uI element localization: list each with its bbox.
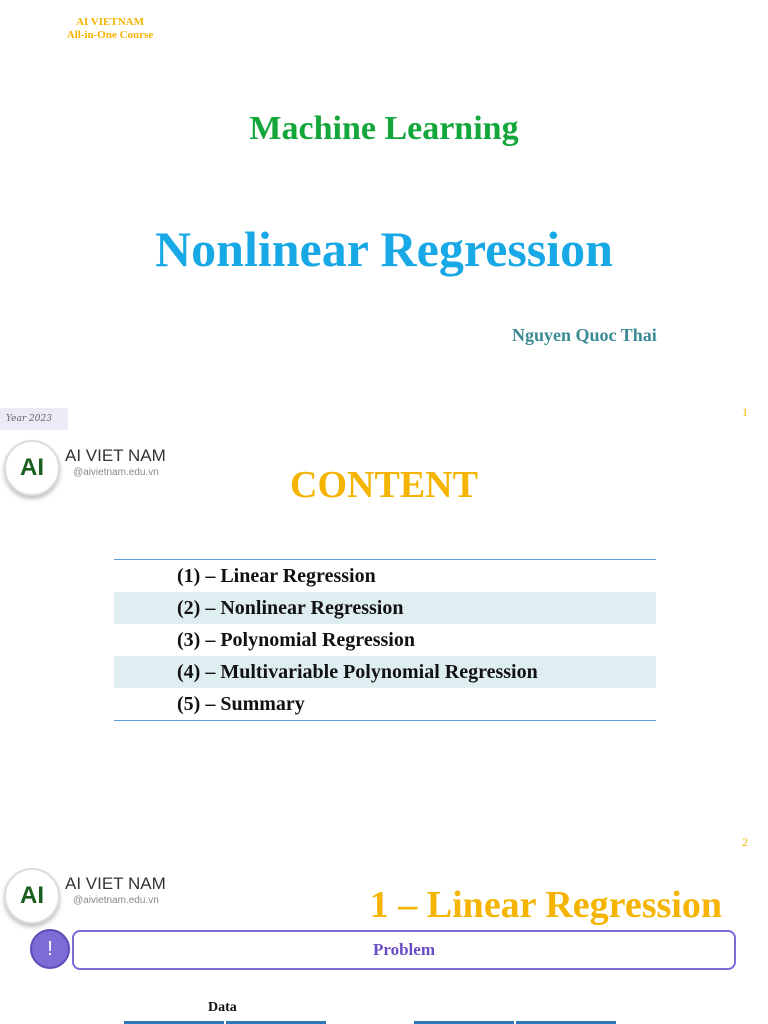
slide-linear-regression bbox=[0, 835, 768, 1024]
course-name: Machine Learning bbox=[249, 110, 519, 147]
toc-item: (1) – Linear Regression bbox=[177, 565, 376, 587]
brand-label bbox=[40, 16, 180, 42]
toc-item: (4) – Multivariable Polynomial Regression bbox=[114, 656, 656, 688]
toc-table bbox=[114, 559, 656, 721]
lecture-title: Nonlinear Regression bbox=[155, 221, 613, 277]
alert-icon: ! bbox=[30, 929, 70, 969]
logo bbox=[4, 868, 184, 928]
data-label: Data bbox=[208, 1000, 237, 1015]
slide-content bbox=[0, 405, 768, 835]
toc-item: (2) – Nonlinear Regression bbox=[114, 592, 656, 624]
page-number: 1 bbox=[742, 405, 748, 419]
brand-line-1: AI VIETNAM bbox=[76, 16, 144, 28]
brand-line-2: All-in-One Course bbox=[66, 29, 154, 41]
content-heading: CONTENT bbox=[290, 464, 478, 506]
author-name: Nguyen Quoc Thai bbox=[512, 325, 657, 345]
logo-icon: AI bbox=[4, 440, 60, 496]
toc-item: (5) – Summary bbox=[177, 693, 305, 715]
logo-site: @aivietnam.edu.vn bbox=[73, 895, 159, 906]
logo-icon: AI bbox=[4, 868, 60, 924]
toc-item: (3) – Polynomial Regression bbox=[177, 629, 415, 651]
page-number: 2 bbox=[742, 835, 748, 849]
year-tag: Year 2023 bbox=[0, 408, 68, 430]
section-title: 1 – Linear Regression bbox=[369, 884, 722, 926]
logo-name: AI VIET NAM bbox=[65, 446, 166, 465]
slide-title bbox=[0, 0, 768, 405]
problem-box: Problem bbox=[72, 930, 736, 970]
logo-site: @aivietnam.edu.vn bbox=[73, 467, 159, 478]
logo-name: AI VIET NAM bbox=[65, 874, 166, 893]
